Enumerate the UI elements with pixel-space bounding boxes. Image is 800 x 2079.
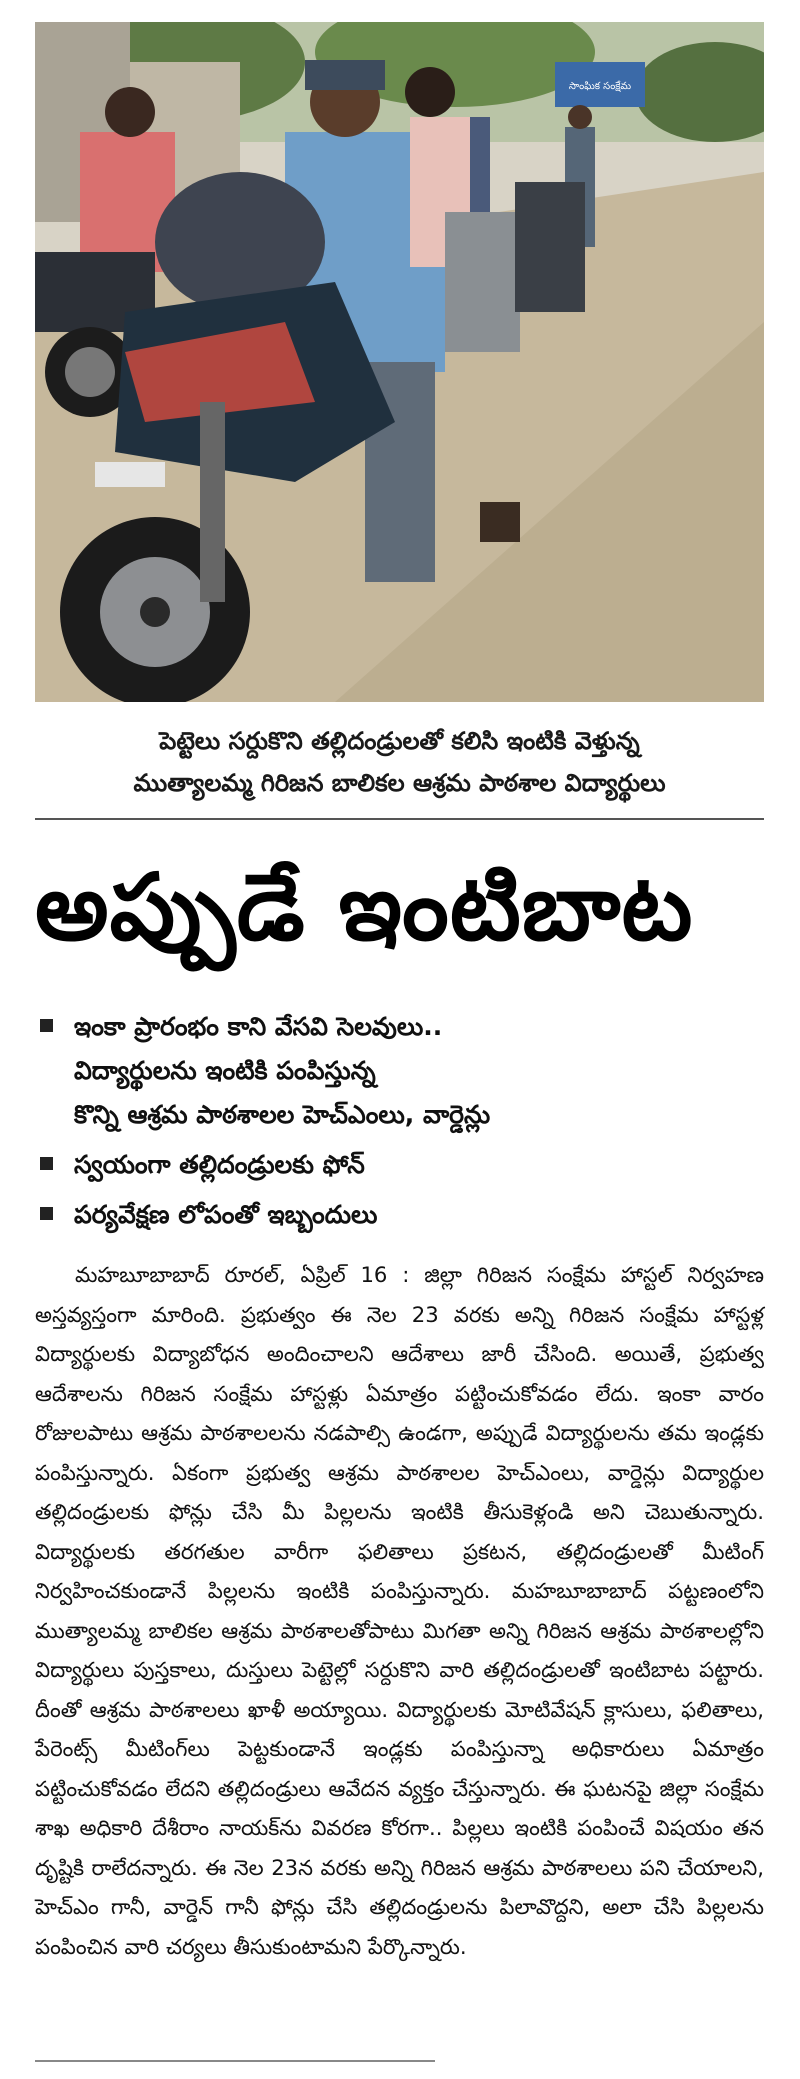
- photo-caption: [35, 720, 764, 804]
- bullet-item: [40, 1193, 764, 1237]
- article-dateline: మహబూబాబాద్ రూరల్, ఏప్రిల్ 16 :: [75, 1262, 410, 1287]
- photo-icon: [35, 22, 764, 702]
- sign-text: సాంఘిక సంక్షేమ: [568, 81, 632, 92]
- bullet-item: [40, 1143, 764, 1187]
- caption-line-1: పెట్టెలు సర్దుకొని తల్లిదండ్రులతో కలిసి ఇంటికి వెళ్తున్న: [159, 727, 640, 755]
- footer-divider: [35, 2060, 435, 2062]
- bullet-square-icon: [40, 1157, 53, 1170]
- bullet-square-icon: [40, 1207, 53, 1220]
- article-text: జిల్లా గిరిజన సంక్షేమ హాస్టల్ నిర్వహణ అస్తవ్యస్తంగా మారింది. ప్రభుత్వం ఈ నెల 23 వరకు అన్ని గిరిజన సంక్షేమ హాస్టళ్ల విద్యార్థులకు విద్యాబోధన అందించాలని ఆదేశాలు జారీ చేసింది. అయితే, ప్రభుత్వ ఆదేశాలను గిరిజన సంక్షేమ హాస్టళ్లు ఏమాత్రం పట్టించుకోవడం లేదు. ఇంకా వారం రోజులపాటు ఆశ్రమ పాఠశాలలను నడపాల్సి ఉండగా, అప్పుడే విద్యార్థులను తమ ఇండ్లకు పంపిస్తున్నారు. ఏకంగా ప్రభుత్వ ఆశ్రమ పాఠశాలల హెచ్‌ఎంలు, వార్డెన్లు విద్యార్థుల తల్లిదండ్రులకు ఫోన్లు చేసి మీ పిల్లలను ఇంటికి తీసుకెళ్లండి అని చెబుతున్నారు. విద్యార్థులకు తరగతుల వారీగా ఫలితాలు ప్రకటన, తల్లిదండ్రులతో మీటింగ్ నిర్వహించకుండానే పిల్లలను ఇంటికి పంపిస్తున్నారు. మహబూబాబాద్ పట్టణంలోని ముత్యాలమ్మ బాలికల ఆశ్రమ పాఠశాలతోపాటు మిగతా అన్ని గిరిజన ఆశ్రమ పాఠశాలల్లోని విద్యార్థులు పుస్తకాలు, దుస్తులు పెట్టెల్లో సర్దుకొని వారి తల్లిదండ్రులతో ఇంటిబాట పట్టారు. దీంతో ఆశ్రమ పాఠశాలలు ఖాళీ అయ్యాయి. విద్యార్థులకు మోటివేషన్ క్లాసులు, ఫలితాలు, పేరెంట్స్ మీటింగ్‌లు పెట్టకుండానే ఇండ్లకు పంపిస్తున్నా అధికారులు ఏమాత్రం పట్టించుకోవడం లేదని తల్లిదండ్రులు ఆవేదన వ్యక్తం చేస్తున్నారు. ఈ ఘటనపై జిల్లా సంక్షేమ శాఖ అధికారి దేశీరాం నాయక్‌ను వివరణ కోరగా.. పిల్లలు ఇంటికి పంపించే విషయం తన దృష్టికి రాలేదన్నారు. ఈ నెల 23న వరకు అన్ని గిరిజన ఆశ్రమ పాఠశాలలు పని చేయాలని, హెచ్‌ఎం గానీ, వార్డెన్ గానీ ఫోన్లు చేసి తల్లిదండ్రులను పిలావొద్దని, అలా చేసి పిల్లలను పంపించిన వారి చర్యలు తీసుకుంటామని పేర్కొన్నారు.: [35, 1262, 764, 1959]
- article-body: [35, 1255, 764, 1966]
- bullet-line: కొన్ని ఆశ్రమ పాఠశాలల హెచ్‌ఎంలు, వార్డెన్లు: [74, 1100, 491, 1129]
- bullet-line: స్వయంగా తల్లిదండ్రులకు ఫోన్: [74, 1150, 365, 1179]
- bullet-square-icon: [40, 1019, 53, 1032]
- caption-line-2: ముత్యాలమ్మ గిరిజన బాలికల ఆశ్రమ పాఠశాల విద్యార్థులు: [133, 769, 666, 797]
- bullet-line: ఇంకా ప్రారంభం కాని వేసవి సెలవులు..: [74, 1012, 443, 1041]
- bullet-item: [40, 1005, 764, 1137]
- bullet-line: పర్యవేక్షణ లోపంతో ఇబ్బందులు: [74, 1200, 378, 1229]
- headline: అప్పుడే ఇంటిబాట: [35, 854, 694, 961]
- news-photo: [35, 22, 764, 702]
- bullet-line: విద్యార్థులను ఇంటికి పంపిస్తున్న: [74, 1056, 376, 1085]
- caption-divider: [35, 818, 764, 820]
- subheadline-bullets: [40, 1005, 764, 1243]
